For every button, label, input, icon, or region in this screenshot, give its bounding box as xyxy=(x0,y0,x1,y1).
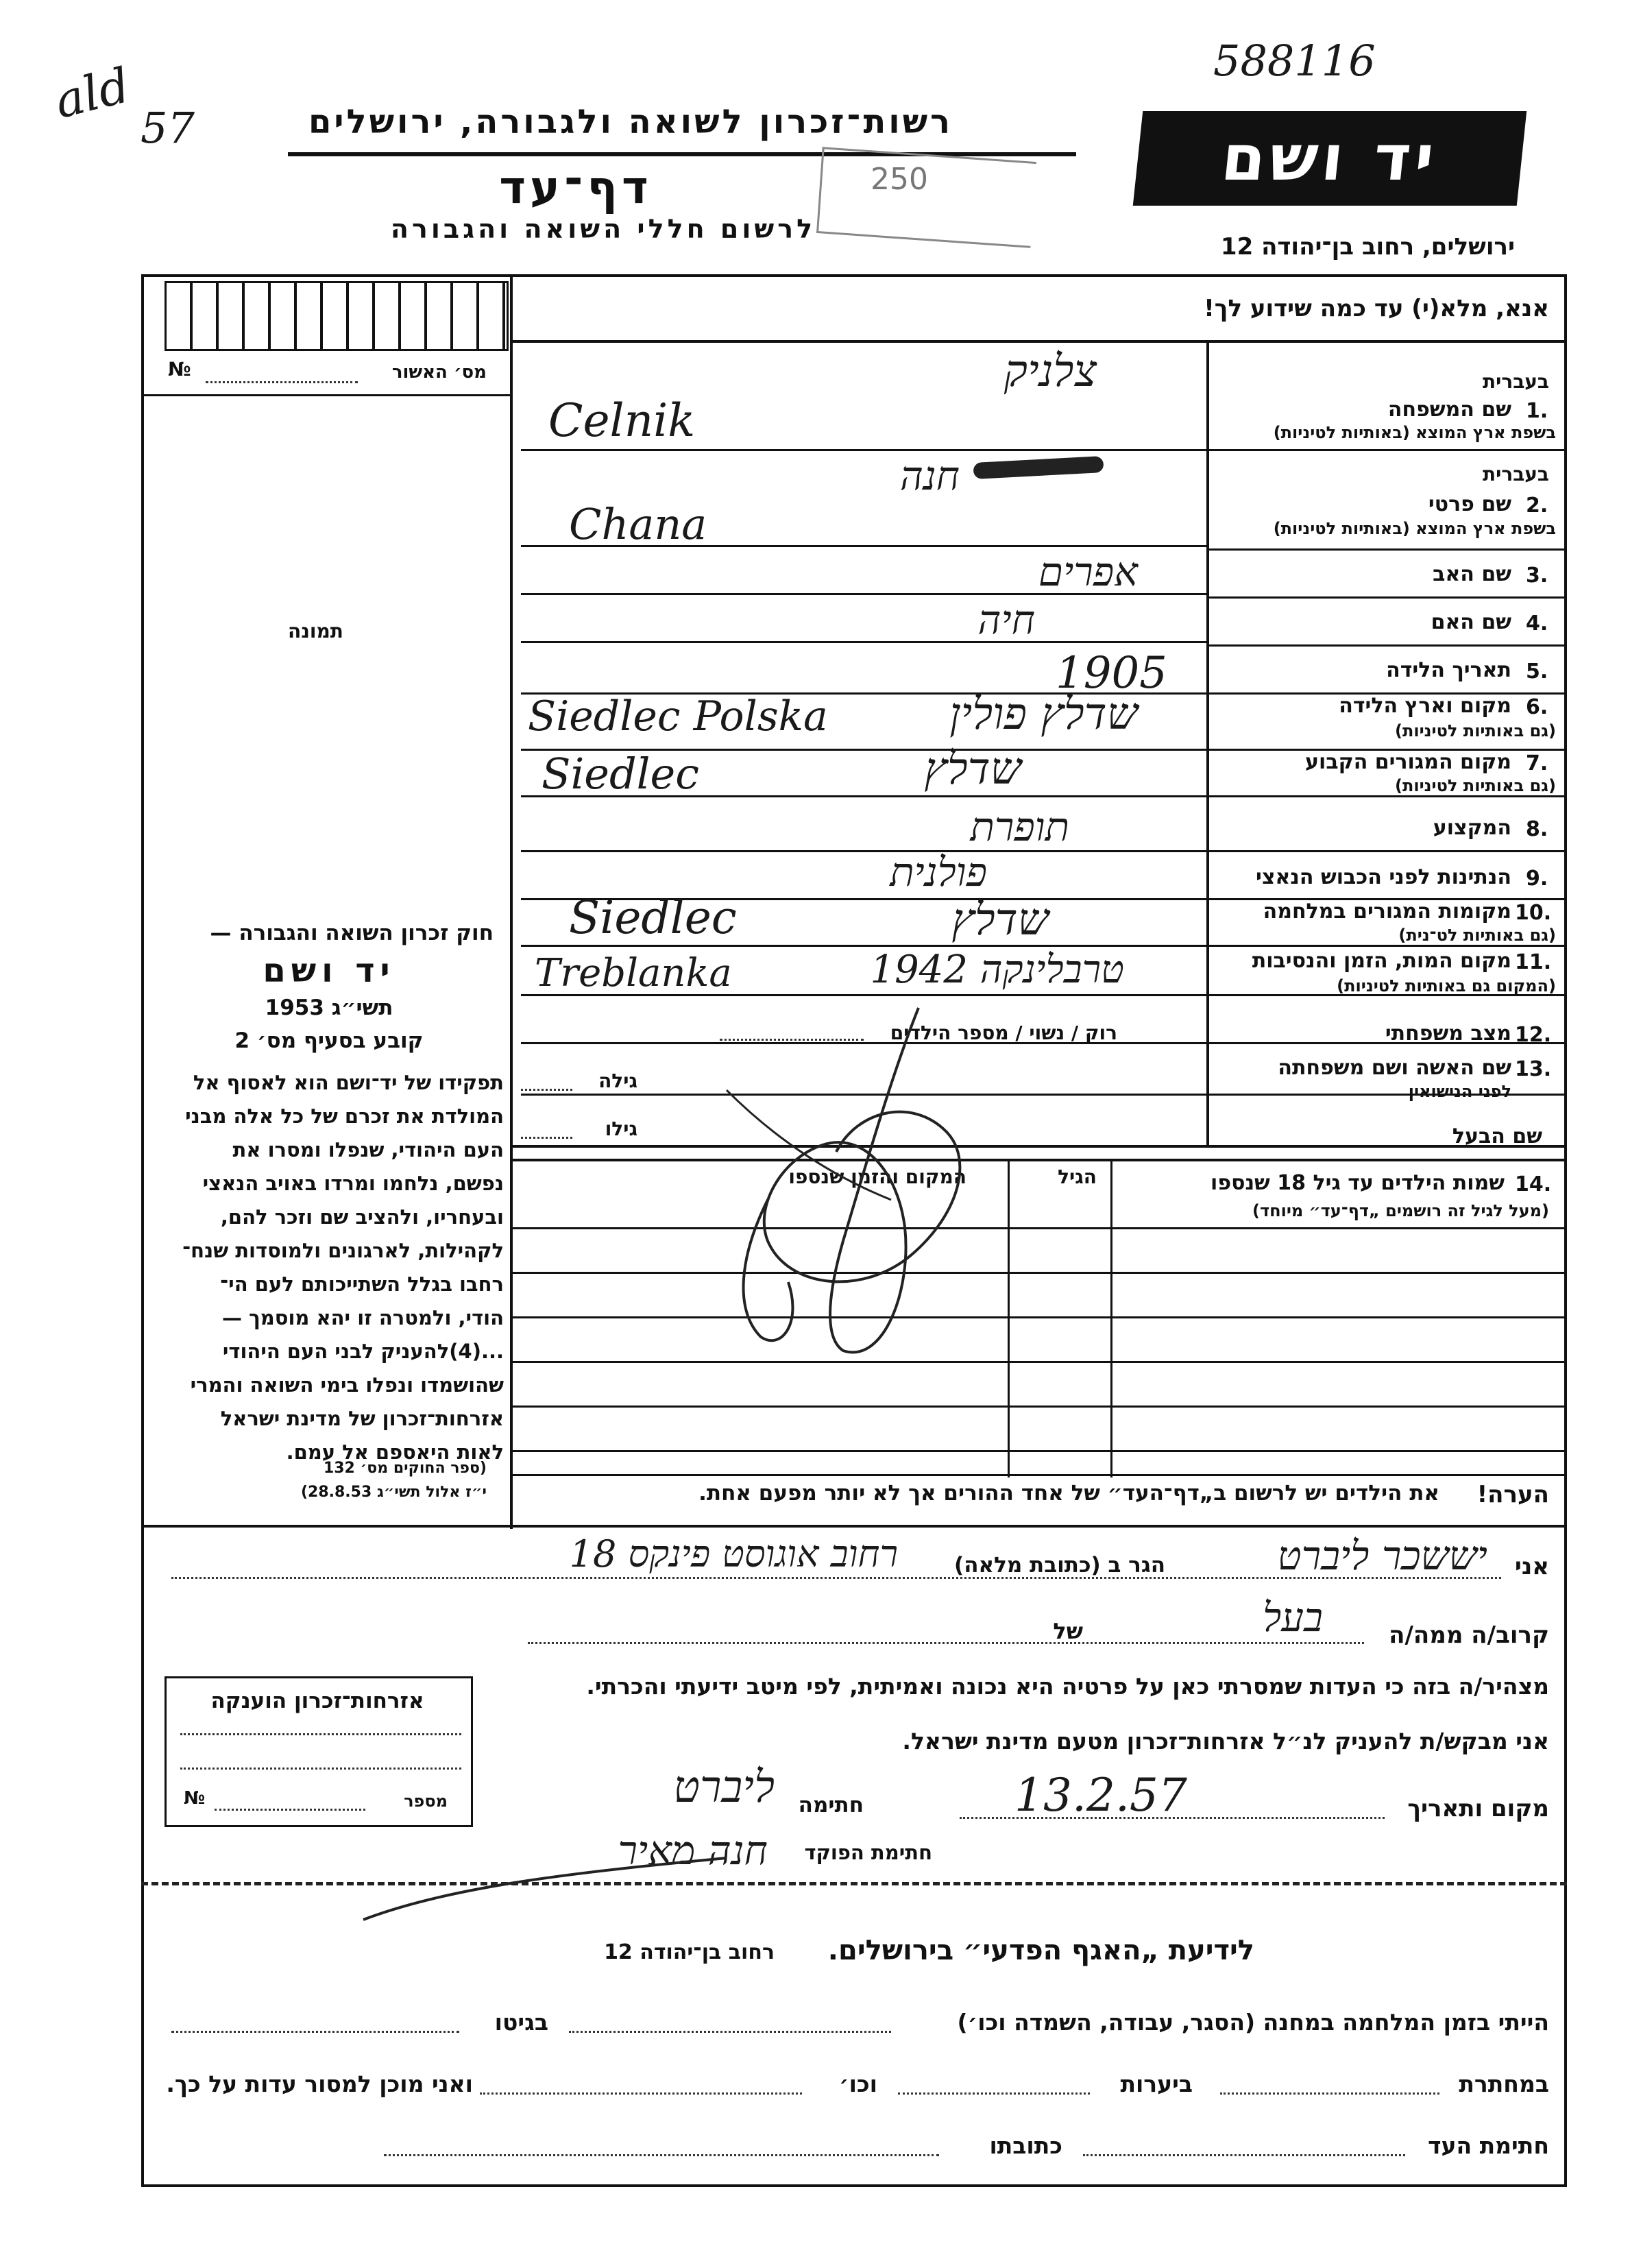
official-label: חתימת הפוקד xyxy=(804,1841,932,1864)
footer-underground-field[interactable] xyxy=(1220,2092,1439,2095)
wife-age-field[interactable] xyxy=(521,1089,572,1091)
f9-num: 9. xyxy=(1526,867,1548,891)
law-line: ...(4)להעניק לבני העם היהודי xyxy=(222,1340,504,1363)
f6-lat-value[interactable]: Siedlec Polska xyxy=(528,692,828,740)
law-year: תשי״ג 1953 xyxy=(265,996,393,1020)
law-ref-1: (ספר החוקים מס׳ 132 xyxy=(323,1460,487,1477)
f7-label: מקום המגורים הקבוע xyxy=(1305,750,1511,774)
relative-label: קרוב/ה ממה/ה xyxy=(1389,1621,1549,1649)
f5-num: 5. xyxy=(1526,660,1548,684)
footer-heading: לידיעת „האגף הפדעי״ בירושלים. xyxy=(827,1935,1254,1966)
address-value[interactable]: רחוב אוגוסט פינקס 18 xyxy=(569,1532,898,1576)
f1-num: 1. xyxy=(1526,399,1548,423)
footer-line2-a: במחתרת xyxy=(1459,2071,1549,2097)
f8-label: המקצוע xyxy=(1433,816,1511,840)
address-line: ירושלים, רחוב בן־יהודה 12 xyxy=(1220,233,1515,261)
citizenship-line xyxy=(180,1768,461,1770)
law-name: יד ושם xyxy=(263,952,396,990)
f4-num: 4. xyxy=(1526,612,1548,636)
intro-line: אנא, מלא(י) עד כמה שידוע לך! xyxy=(1204,295,1549,322)
signature-value[interactable]: ליברט xyxy=(673,1762,775,1813)
f13-label: שם האשה ושם משפחתה xyxy=(1278,1056,1511,1080)
law-line: שהושמדו ונפלו בימי השואה והמרי xyxy=(190,1373,504,1397)
row-rule xyxy=(1206,850,1567,852)
yad-vashem-logo xyxy=(1133,111,1527,206)
f11-lat-value[interactable]: Treblanka xyxy=(535,951,732,996)
law-line: לאות היאספם אל עמם. xyxy=(286,1440,504,1464)
footer-line3-a: חתימת העד xyxy=(1428,2132,1549,2159)
f6-num: 6. xyxy=(1526,695,1548,719)
f2-heb-value[interactable]: חנה xyxy=(899,453,960,499)
law-line: ובעחריו, ולהציב שם וזכר להם, xyxy=(220,1205,504,1229)
law-text xyxy=(147,1066,504,1469)
declarant-name[interactable]: יששכר ליברט xyxy=(1277,1532,1487,1579)
row-rule xyxy=(1206,945,1567,947)
row-rule xyxy=(1206,548,1567,551)
official-value[interactable]: חנה מאיר xyxy=(618,1827,768,1874)
f13-sub: לפני הנישואין xyxy=(1408,1082,1511,1101)
f10-sub: (גם באותיות לט־נית) xyxy=(1398,926,1556,945)
f5-label: תאריך הלידה xyxy=(1386,658,1511,682)
citizenship-number-sym: № xyxy=(184,1788,206,1809)
value-rule xyxy=(521,449,1206,451)
f4-value[interactable]: חיה xyxy=(977,596,1035,643)
note-rule-top xyxy=(510,1474,1567,1476)
form-subtitle: לרשום חללי השואה והגבורה xyxy=(390,214,816,244)
approval-no: № xyxy=(168,358,191,381)
f11-sub: (המקום גם באותיות לטיניות) xyxy=(1337,976,1556,996)
photo-label: תמונה xyxy=(288,620,343,642)
f1-heb-value[interactable]: צלניק xyxy=(1003,346,1097,397)
relative-line xyxy=(528,1642,1364,1644)
f11-heb-value[interactable]: טרבלינקה 1942 xyxy=(870,948,1124,992)
statement: מצהיר/ה בזה כי העדות שמסרתי כאן על פרטיה היא נכונה ואמיתית, לפי מיטב ידיעתי והכרתי. xyxy=(586,1673,1549,1700)
archive-number: 588116 xyxy=(1213,36,1376,86)
husband-label: שם הבעל xyxy=(1452,1124,1542,1148)
footer-etc-field[interactable] xyxy=(480,2092,802,2095)
law-line: תפקידו של יד־ושם הוא לאסוף אל xyxy=(193,1071,504,1094)
footer-line2-c: וכו׳ xyxy=(839,2071,877,2097)
note-label: הערה! xyxy=(1476,1481,1549,1508)
f10-lat-value[interactable]: Siedlec xyxy=(569,891,737,944)
footer-address-field[interactable] xyxy=(384,2154,939,2156)
f10-num: 10. xyxy=(1515,901,1552,925)
wife-age-label: גילה xyxy=(598,1070,637,1092)
relative-value[interactable]: בעל xyxy=(1263,1594,1323,1641)
request: אני מבקש/ת להעניק לנ״ל אזרחות־זכרון מטעם מדינת ישראל. xyxy=(902,1728,1549,1754)
declarant-i-label: אני xyxy=(1514,1553,1549,1580)
corner-scribble: ald xyxy=(49,57,136,130)
place-date-label: מקום ותאריך xyxy=(1407,1795,1549,1822)
note-rule-bottom xyxy=(141,1525,1567,1528)
row-rule xyxy=(1206,449,1567,451)
right-labels-divider xyxy=(1206,343,1209,1145)
law-line: נפשם, נלחמו ומרדו באויב הנאצי xyxy=(202,1172,504,1195)
footer-line2-b: ביערות xyxy=(1120,2071,1193,2097)
org-line: רשות־זכרון לשואה ולגבורה, ירושלים xyxy=(308,103,953,141)
footer-witness-signature-field[interactable] xyxy=(1083,2154,1405,2156)
f10-label: מקומות המגורים במלחמה xyxy=(1263,900,1511,924)
corner-mark: 57 xyxy=(141,103,195,153)
approval-rule xyxy=(141,394,510,396)
approval-label: מס׳ האשור xyxy=(391,362,487,383)
f2-label: שם פרטי xyxy=(1428,492,1511,516)
col-place: המקום והזמן שנספו xyxy=(788,1166,966,1188)
citizenship-box xyxy=(165,1676,473,1827)
f10-heb-value[interactable]: שדלץ xyxy=(951,895,1049,945)
f13-num: 13. xyxy=(1515,1057,1552,1081)
f11-num: 11. xyxy=(1515,950,1552,974)
f1-lat-value[interactable]: Celnik xyxy=(548,394,696,447)
f5-value[interactable]: 1905 xyxy=(1056,648,1167,699)
law-line: הודי, ולמטרה זו יהא מוסמך — xyxy=(221,1306,504,1329)
signature-label: חתימה xyxy=(798,1793,864,1818)
f1-hebrew-tag: בעברית xyxy=(1482,370,1549,393)
f11-label: מקום המות, הזמן והנסיבות xyxy=(1252,949,1511,973)
f1-sub: בשפת ארץ המוצא (באותיות לטיניות) xyxy=(1273,423,1556,442)
declarant-line xyxy=(171,1577,1501,1579)
f2-num: 2. xyxy=(1526,494,1548,518)
footer-line1-a: הייתי בזמן המלחמה במחנה (הסגר, עבודה, השמדה וכו׳) xyxy=(957,2009,1549,2036)
f9-value[interactable]: פולנית xyxy=(890,849,987,895)
law-line: אזרחות־זכרון של מדינת ישראל xyxy=(220,1407,504,1430)
note-text: את הילדים יש לרשום ב„דף־העד״ של אחד ההורים אך לא יותר מפעם אחת. xyxy=(698,1481,1439,1506)
law-line: רחבו בגלל השתייכותם לעם הי־ xyxy=(220,1272,504,1296)
row-rule xyxy=(1206,644,1567,647)
f7-num: 7. xyxy=(1526,751,1548,775)
footer-line3-b: כתובתו xyxy=(989,2132,1062,2159)
f7-lat-value[interactable]: Siedlec xyxy=(542,749,699,799)
f8-value[interactable]: תופרת xyxy=(970,804,1069,850)
footer-heading-address: רחוב בן־יהודה 12 xyxy=(604,1940,775,1964)
footer-dashed-rule xyxy=(141,1882,1567,1885)
f3-num: 3. xyxy=(1526,564,1548,588)
citizenship-title: אזרחות־זכרון הוענקה xyxy=(210,1689,424,1713)
official-underline xyxy=(356,1844,740,1927)
f3-value[interactable]: אפרים xyxy=(1038,548,1138,595)
f7-heb-value[interactable]: שדלץ xyxy=(924,744,1021,795)
f6-label: מקום וארץ הלידה xyxy=(1339,694,1511,718)
value-rule xyxy=(521,641,1206,643)
col-age: הגיל xyxy=(1058,1166,1097,1188)
husband-age-field[interactable] xyxy=(521,1137,572,1139)
f6-heb-value[interactable]: שדלץ פולין xyxy=(949,689,1138,740)
husband-age-label: גילו xyxy=(605,1118,637,1140)
date-value[interactable]: 13.2.57 xyxy=(1014,1769,1187,1822)
f8-num: 8. xyxy=(1526,817,1548,841)
f12-label: מצב משפחתי xyxy=(1385,1022,1511,1046)
left-column-divider xyxy=(510,274,513,1529)
place-date-line xyxy=(960,1817,1385,1819)
f4-label: שם האם xyxy=(1431,610,1511,634)
law-section: קובע בסעיף מס׳ 2 xyxy=(234,1028,424,1053)
footer-ghetto-field[interactable] xyxy=(171,2031,459,2033)
row-rule xyxy=(1206,596,1567,599)
f7-sub: (גם באותיות לטיניות) xyxy=(1395,776,1556,795)
footer-line2-d: ואני מוכן למסור עדות על כך. xyxy=(166,2071,473,2097)
f14-num: 14. xyxy=(1515,1172,1552,1196)
f2-lat-value[interactable]: Chana xyxy=(569,499,707,549)
address-label: הגר ב (כתובת מלאה) xyxy=(954,1553,1165,1578)
f3-label: שם האב xyxy=(1433,562,1511,586)
f12-num: 12. xyxy=(1515,1023,1552,1047)
approval-field[interactable] xyxy=(206,381,358,383)
children-row-rule xyxy=(510,1406,1567,1408)
scribble-mark xyxy=(685,994,1110,1378)
citizenship-number-field[interactable] xyxy=(215,1809,365,1811)
law-title: חוק זכרון השואה והגבורה — xyxy=(210,921,494,945)
footer-forests-field[interactable] xyxy=(898,2092,1090,2095)
form-title: דף־עד xyxy=(499,161,653,214)
footer-line1-b: בגיטו xyxy=(494,2009,548,2036)
law-line: לקהילות, לארגונים ולמוסדות שנח־ xyxy=(182,1239,504,1262)
law-line: המולדת את זכרם של כל אלה מבני xyxy=(185,1105,504,1128)
law-line: העם היהודי, שנפלו ומסרו את xyxy=(232,1138,504,1161)
f2-hebrew-tag: בעברית xyxy=(1482,463,1549,485)
f2-sub: בשפת ארץ המוצא (באותיות לטיניות) xyxy=(1273,519,1556,538)
f9-label: הנתינות לפני הכבוש הנאצי xyxy=(1256,865,1511,889)
f12-options: רוק / נשוי / מספר הילדים xyxy=(890,1022,1117,1044)
citizenship-line xyxy=(180,1733,461,1735)
law-ref-2: י״ז אלול תשי״ג 28.8.53) xyxy=(300,1484,487,1501)
f14-label: שמות הילדים עד גיל 18 שנספו xyxy=(1211,1171,1505,1195)
children-row-rule xyxy=(510,1450,1567,1452)
citizenship-number-label: מספר xyxy=(404,1792,448,1811)
f14-sub: (מעל לגיל זה רושמים „דף־עד״ מיוחד) xyxy=(1252,1201,1549,1220)
footer-camp-field[interactable] xyxy=(569,2031,891,2033)
f1-label: שם המשפחה xyxy=(1387,398,1511,422)
logo-text: יד ושם xyxy=(1218,121,1442,195)
intro-rule xyxy=(510,340,1567,343)
f6-sub: (גם באותיות לטיניות) xyxy=(1395,721,1556,740)
stamp-number: 250 xyxy=(871,162,928,197)
row-rule xyxy=(1206,795,1567,797)
of-label: של xyxy=(1053,1618,1083,1644)
approval-boxes xyxy=(165,281,507,350)
